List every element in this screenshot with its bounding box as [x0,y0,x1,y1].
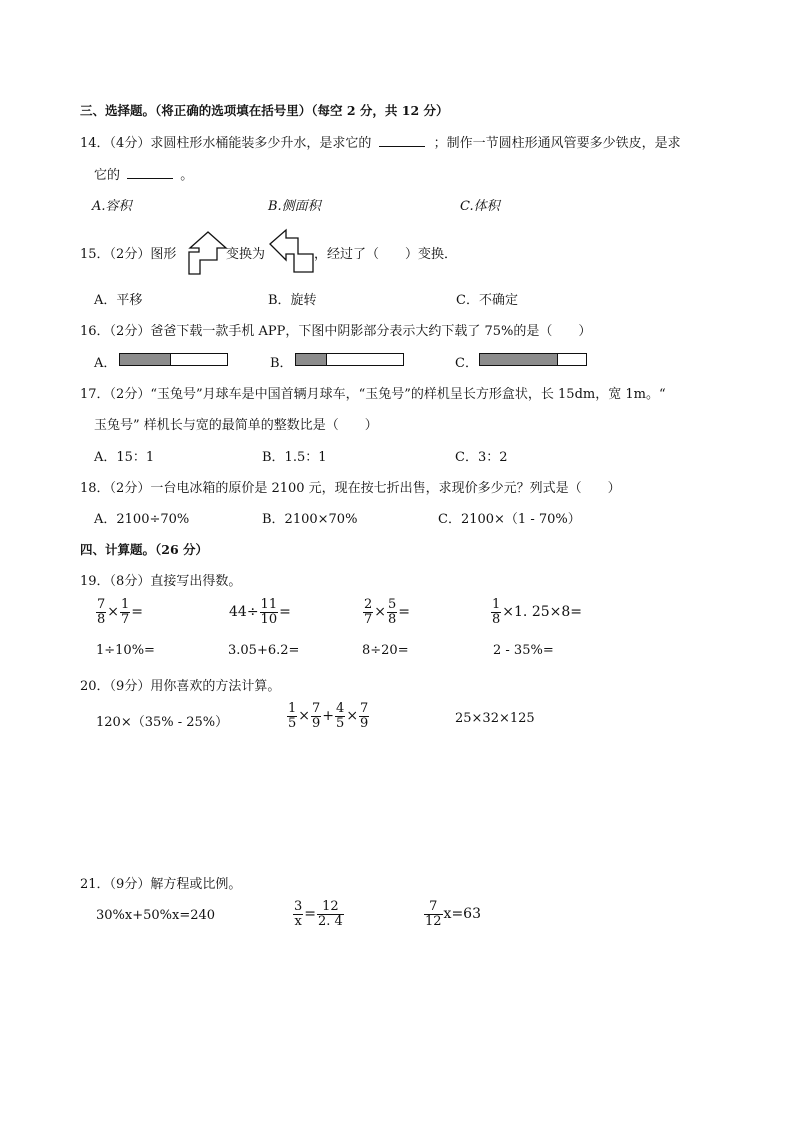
numerator: 4 [336,701,345,716]
numerator: 2 [364,597,373,612]
fraction [387,598,397,626]
fraction [287,702,297,730]
fraction [335,702,345,730]
q20-expr-1: 120×（35% - 25%） [96,715,229,730]
q14-text-c: 它的 [94,168,121,183]
q18-option-c[interactable]: C．2100×（1 - 70%） [438,512,581,527]
q19-expr-4 [491,598,583,626]
up-arrow-shape-icon [186,230,230,276]
numerator: 11 [260,597,278,612]
section-4-title: 四、计算题。（26 分） [80,542,208,557]
numerator: 7 [360,701,369,716]
q16-bar-c [479,353,587,366]
q19-expr-7: 8÷20= [362,643,409,658]
q15-option-b[interactable]: B．旋转 [268,293,317,308]
fraction [359,702,369,730]
numerator: 3 [294,899,303,914]
q19-expr-1 [96,598,144,626]
numerator: 5 [388,597,397,612]
question-14-line-2 [94,164,193,183]
operator: × [107,604,120,621]
denominator: 7 [121,611,130,627]
q16-option-c[interactable]: C． [455,356,478,371]
section-3-title: 三、选择题。（将正确的选项填在括号里）（每空 2 分，共 12 分） [80,103,449,118]
q19-expr-6: 3.05+6.2= [228,643,300,658]
q16-bar-a [119,353,228,366]
numerator: 1 [121,597,130,612]
q19-expr-8: 2 - 35%= [493,643,554,658]
fraction [96,598,106,626]
equals: = [131,604,144,621]
q15-text-c: ，经过了（ ）变换． [314,247,458,262]
fraction [120,598,130,626]
q18-option-b[interactable]: B．2100×70% [262,512,358,527]
denominator: 10 [260,611,278,627]
numerator: 1 [492,597,501,612]
q18-option-a[interactable]: A．2100÷70% [94,512,190,527]
operator: × [298,708,311,725]
q16-option-a[interactable]: A． [94,356,117,371]
q17-option-b[interactable]: B．1.5：1 [262,450,327,465]
operator: + [322,708,335,725]
q17-option-a[interactable]: A．15：1 [94,450,155,465]
q16-bar-b [295,353,404,366]
q16-option-b[interactable]: B． [270,356,293,371]
question-19-text: 19．（8分）直接写出得数。 [80,574,242,589]
q16-bar-c-fill [480,354,558,365]
q19-expr-2 [228,598,292,626]
denominator: 8 [492,611,501,627]
fraction [317,900,344,928]
q14-text-b: ；制作一节圆柱形通风管要多少铁皮，是求 [433,136,681,151]
expression-rest: ×1. 25×8= [502,604,583,621]
fraction [311,702,321,730]
denominator: 5 [288,715,297,731]
question-16-text: 16．（2分）爸爸下载一款手机 APP，下图中阴影部分表示大约下载了 75%的是（ ） [80,324,592,339]
q14-text-d: 。 [180,168,194,183]
q17-option-c[interactable]: C．3：2 [455,450,508,465]
numerator: 12 [322,899,339,914]
denominator: 2. 4 [318,913,343,929]
numerator: 7 [429,899,438,914]
q14-blank-1[interactable] [379,134,425,147]
expression-rest: x=63 [443,906,481,923]
q14-option-a[interactable]: A.容积 [92,199,132,214]
denominator: 9 [312,715,321,731]
q21-expr-3 [424,900,482,928]
q14-text-a: 14．（4分）求圆柱形水桶能装多少升水，是求它的 [80,136,372,151]
dividend: 44÷ [229,604,259,621]
equals: = [304,906,317,923]
numerator: 7 [97,597,106,612]
q14-option-b[interactable]: B.侧面积 [268,199,321,214]
q15-text-b: 变换为 [226,247,266,262]
q20-expr-2 [287,702,369,730]
fraction [260,598,279,626]
q21-expr-2 [293,900,344,928]
denominator: x [294,913,302,929]
q15-text-a: 15．（2分）图形 [80,247,177,262]
denominator: 5 [336,715,345,731]
numerator: 7 [312,701,321,716]
q15-option-c[interactable]: C．不确定 [456,293,518,308]
question-20-text: 20．（9分）用你喜欢的方法计算。 [80,679,281,694]
left-arrow-shape-icon [268,228,316,274]
fraction [491,598,501,626]
question-14-line-1 [80,132,681,151]
question-17-line-2: 玉兔号” 样机长与宽的最简单的整数比是（ ） [94,418,378,433]
q16-bar-b-fill [296,354,327,365]
q21-expr-1: 30%x+50%x=240 [96,908,216,923]
denominator: 12 [425,913,442,929]
q16-bar-a-fill [120,354,171,365]
question-17-line-1: 17．（2分）“玉兔号”月球车是中国首辆月球车，“玉兔号”的样机呈长方形盒状，长 15dm，宽 1m。“ [80,387,666,402]
question-21-text: 21．（9分）解方程或比例。 [80,877,242,892]
q14-blank-2[interactable] [127,166,173,179]
equals: = [279,604,291,621]
denominator: 8 [388,611,397,627]
fraction [363,598,373,626]
q19-expr-5: 1÷10%= [96,643,155,658]
operator: × [374,604,387,621]
fraction [293,900,303,928]
q14-option-c[interactable]: C.体积 [460,199,500,214]
numerator: 1 [288,701,297,716]
denominator: 8 [97,611,106,627]
equals: = [398,604,411,621]
question-18-text: 18．（2分）一台电冰箱的原价是 2100 元，现在按七折出售，求现价多少元？列式是（ ） [80,481,621,496]
q20-expr-3: 25×32×125 [455,711,535,726]
q19-expr-3 [363,598,411,626]
fraction [424,900,443,928]
denominator: 7 [364,611,373,627]
q15-option-a[interactable]: A．平移 [94,293,143,308]
denominator: 9 [360,715,369,731]
operator: × [346,708,359,725]
